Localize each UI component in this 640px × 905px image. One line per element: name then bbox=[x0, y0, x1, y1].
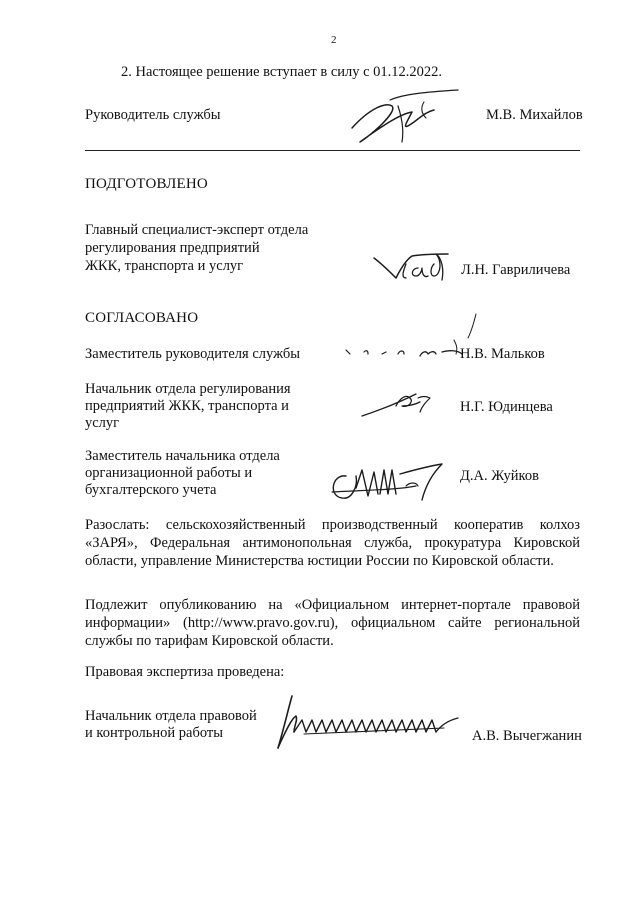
department-head-signature bbox=[360, 386, 440, 422]
prepared-signature bbox=[372, 250, 452, 286]
legal-position-line-1: Начальник отдела правовой bbox=[85, 708, 257, 724]
agreed-position-3-line-2: организационной работы и bbox=[85, 465, 253, 481]
head-signature bbox=[330, 84, 480, 150]
clause-text: 2. Настоящее решение вступает в силу с 01.12.2022. bbox=[121, 64, 443, 80]
agreed-position-3-line-1: Заместитель начальника отдела bbox=[85, 448, 280, 464]
agreed-position-2-line-2: предприятий ЖКК, транспорта и bbox=[85, 398, 289, 414]
deputy-head-name: Н.В. Мальков bbox=[460, 346, 545, 362]
agreed-position-1: Заместитель руководителя службы bbox=[85, 346, 301, 362]
head-name: М.В. Михайлов bbox=[486, 107, 583, 123]
agreed-position-2-line-3: услуг bbox=[85, 415, 120, 431]
prepared-heading: ПОДГОТОВЛЕНО bbox=[85, 176, 208, 192]
divider-line bbox=[85, 150, 580, 151]
deputy-department-head-signature bbox=[326, 456, 446, 508]
legal-review-note: Правовая экспертиза проведена: bbox=[85, 664, 285, 680]
head-position: Руководитель службы bbox=[85, 107, 221, 123]
department-head-name: Н.Г. Юдинцева bbox=[460, 399, 553, 415]
distribution-list: Разослать: сельскохозяйственный производственный кооператив колхоз «ЗАРЯ», Федеральная антимонопольная служба, прокуратура Кировской области, управление Министерства юстиции России по Кировской области. bbox=[85, 517, 580, 569]
prepared-name: Л.Н. Гавриличева bbox=[461, 262, 571, 278]
agreed-position-3-line-3: бухгалтерского учета bbox=[85, 482, 217, 498]
legal-head-name: А.В. Вычегжанин bbox=[472, 728, 582, 744]
prepared-position-line-1: Главный специалист-эксперт отдела bbox=[85, 222, 309, 238]
deputy-department-head-name: Д.А. Жуйков bbox=[460, 468, 539, 484]
publication-note: Подлежит опубликованию на «Официальном интернет-портале правовой информации» (http://www.pravo.gov.ru), официальном сайте региональной службы по тарифам Кировской области. bbox=[85, 597, 580, 649]
legal-position-line-2: и контрольной работы bbox=[85, 725, 223, 741]
agreed-heading: СОГЛАСОВАНО bbox=[85, 310, 199, 326]
prepared-position-line-2: регулирования предприятий bbox=[85, 240, 260, 256]
page-number: 2 bbox=[331, 34, 337, 46]
agreed-position-2-line-1: Начальник отдела регулирования bbox=[85, 381, 291, 397]
legal-head-signature bbox=[264, 694, 464, 750]
prepared-position-line-3: ЖКК, транспорта и услуг bbox=[85, 258, 244, 274]
